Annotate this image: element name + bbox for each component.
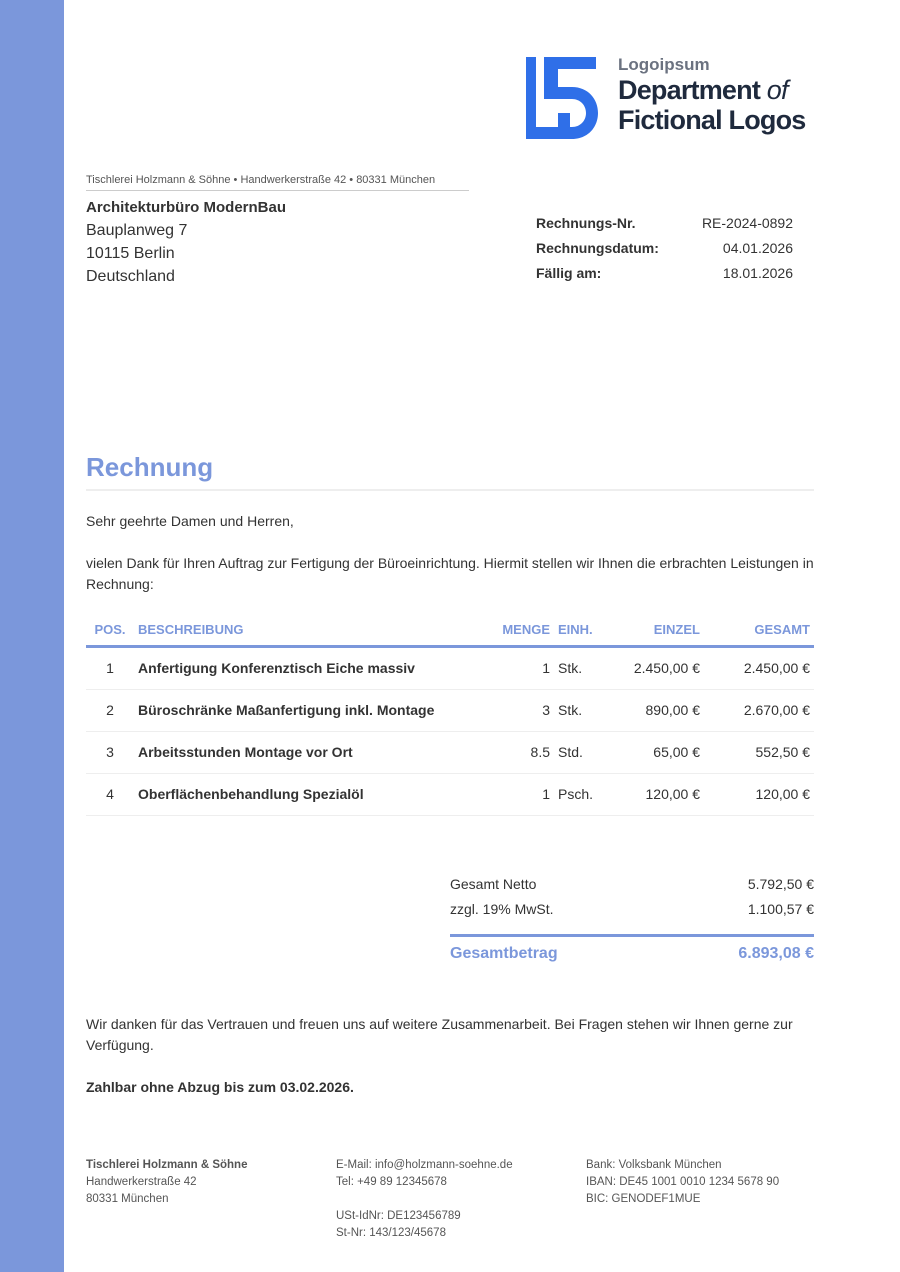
sidebar-accent-bar bbox=[0, 0, 64, 1272]
invoice-date: 04.01.2026 bbox=[722, 240, 793, 256]
logo-mark-icon bbox=[522, 55, 602, 141]
closing-text: Wir danken für das Vertrauen und freuen uns auf weitere Zusammenarbeit. Bei Fragen stehen wir Ihnen gerne zur Verfügung. bbox=[86, 1016, 793, 1053]
net-value: 5.792,50 € bbox=[747, 876, 814, 892]
item-quantity: 1 bbox=[484, 774, 554, 816]
greeting: Sehr geehrte Damen und Herren, bbox=[86, 513, 294, 529]
col-unit: EINH. bbox=[554, 618, 614, 647]
item-pos: 3 bbox=[86, 732, 134, 774]
item-unit: Std. bbox=[554, 732, 614, 774]
item-quantity: 1 bbox=[484, 647, 554, 690]
recipient-city: 10115 Berlin bbox=[86, 245, 175, 262]
recipient-country: Deutschland bbox=[86, 268, 175, 285]
payment-terms: Zahlbar ohne Abzug bis zum 03.02.2026. bbox=[86, 1079, 354, 1095]
footer-bank bbox=[586, 1157, 779, 1208]
item-quantity: 3 bbox=[484, 690, 554, 732]
due-date: 18.01.2026 bbox=[722, 265, 793, 281]
col-pos: POS. bbox=[86, 618, 134, 647]
col-description: BESCHREIBUNG bbox=[134, 618, 484, 647]
table-row bbox=[86, 647, 814, 690]
item-description: Oberflächenbehandlung Spezialöl bbox=[134, 774, 484, 816]
logo-tagline: Logoipsum bbox=[618, 55, 710, 74]
footer-email: E-Mail: info@holzmann-soehne.de bbox=[336, 1159, 513, 1171]
item-unit: Stk. bbox=[554, 690, 614, 732]
page-title: Rechnung bbox=[86, 452, 814, 491]
recipient-address bbox=[86, 196, 286, 288]
meta-label: Fällig am: bbox=[536, 265, 602, 281]
item-pos: 1 bbox=[86, 647, 134, 690]
footer-text: 80331 München bbox=[86, 1193, 169, 1205]
item-unit-price: 65,00 € bbox=[614, 732, 704, 774]
col-unit-price: EINZEL bbox=[614, 618, 704, 647]
item-total: 120,00 € bbox=[704, 774, 814, 816]
item-pos: 2 bbox=[86, 690, 134, 732]
item-unit: Stk. bbox=[554, 647, 614, 690]
invoice-number: RE-2024-0892 bbox=[701, 215, 793, 231]
table-row bbox=[86, 732, 814, 774]
item-description: Büroschränke Maßanfertigung inkl. Montage bbox=[134, 690, 484, 732]
item-unit-price: 890,00 € bbox=[614, 690, 704, 732]
intro-text: vielen Dank für Ihren Auftrag zur Fertigung der Büroeinrichtung. Hiermit stellen wir Ihnen die erbrachten Leistungen in Rechnung: bbox=[86, 555, 814, 592]
meta-label: Rechnungsdatum: bbox=[536, 240, 659, 256]
logo-name: Department of Fictional Logos bbox=[618, 75, 806, 135]
vat-label: zzgl. 19% MwSt. bbox=[450, 901, 554, 917]
item-unit-price: 2.450,00 € bbox=[614, 647, 704, 690]
footer-phone: Tel: +49 89 12345678 bbox=[336, 1176, 447, 1188]
footer-vat-id: USt-IdNr: DE123456789 bbox=[336, 1210, 461, 1222]
footer-bic: BIC: GENODEF1MUE bbox=[586, 1193, 701, 1205]
item-unit: Psch. bbox=[554, 774, 614, 816]
item-unit-price: 120,00 € bbox=[614, 774, 704, 816]
invoice-meta bbox=[536, 215, 793, 290]
item-description: Anfertigung Konferenztisch Eiche massiv bbox=[134, 647, 484, 690]
gross-label: Gesamtbetrag bbox=[450, 945, 558, 962]
table-row bbox=[86, 690, 814, 732]
item-total: 2.450,00 € bbox=[704, 647, 814, 690]
company-logo bbox=[522, 55, 822, 145]
footer-contact bbox=[336, 1157, 513, 1242]
meta-label: Rechnungs-Nr. bbox=[536, 215, 636, 231]
item-pos: 4 bbox=[86, 774, 134, 816]
sender-line: Tischlerei Holzmann & Söhne • Handwerkerstraße 42 • 80331 München bbox=[86, 174, 469, 191]
footer-company-name: Tischlerei Holzmann & Söhne bbox=[86, 1159, 248, 1171]
recipient-street: Bauplanweg 7 bbox=[86, 222, 188, 239]
line-items-table bbox=[86, 618, 814, 816]
gross-value: 6.893,08 € bbox=[738, 945, 814, 962]
footer-company bbox=[86, 1157, 247, 1208]
item-description: Arbeitsstunden Montage vor Ort bbox=[134, 732, 484, 774]
col-quantity: MENGE bbox=[484, 618, 554, 647]
net-label: Gesamt Netto bbox=[450, 876, 537, 892]
vat-value: 1.100,57 € bbox=[747, 901, 814, 917]
footer-bank-name: Bank: Volksbank München bbox=[586, 1159, 722, 1171]
totals bbox=[450, 876, 814, 962]
item-total: 2.670,00 € bbox=[704, 690, 814, 732]
col-total: GESAMT bbox=[704, 618, 814, 647]
footer-tax-number: St-Nr: 143/123/45678 bbox=[336, 1227, 446, 1239]
footer-text: Handwerkerstraße 42 bbox=[86, 1176, 197, 1188]
recipient-name: Architekturbüro ModernBau bbox=[86, 199, 287, 216]
item-total: 552,50 € bbox=[704, 732, 814, 774]
footer-iban: IBAN: DE45 1001 0010 1234 5678 90 bbox=[586, 1176, 780, 1188]
table-row bbox=[86, 774, 814, 816]
item-quantity: 8.5 bbox=[484, 732, 554, 774]
